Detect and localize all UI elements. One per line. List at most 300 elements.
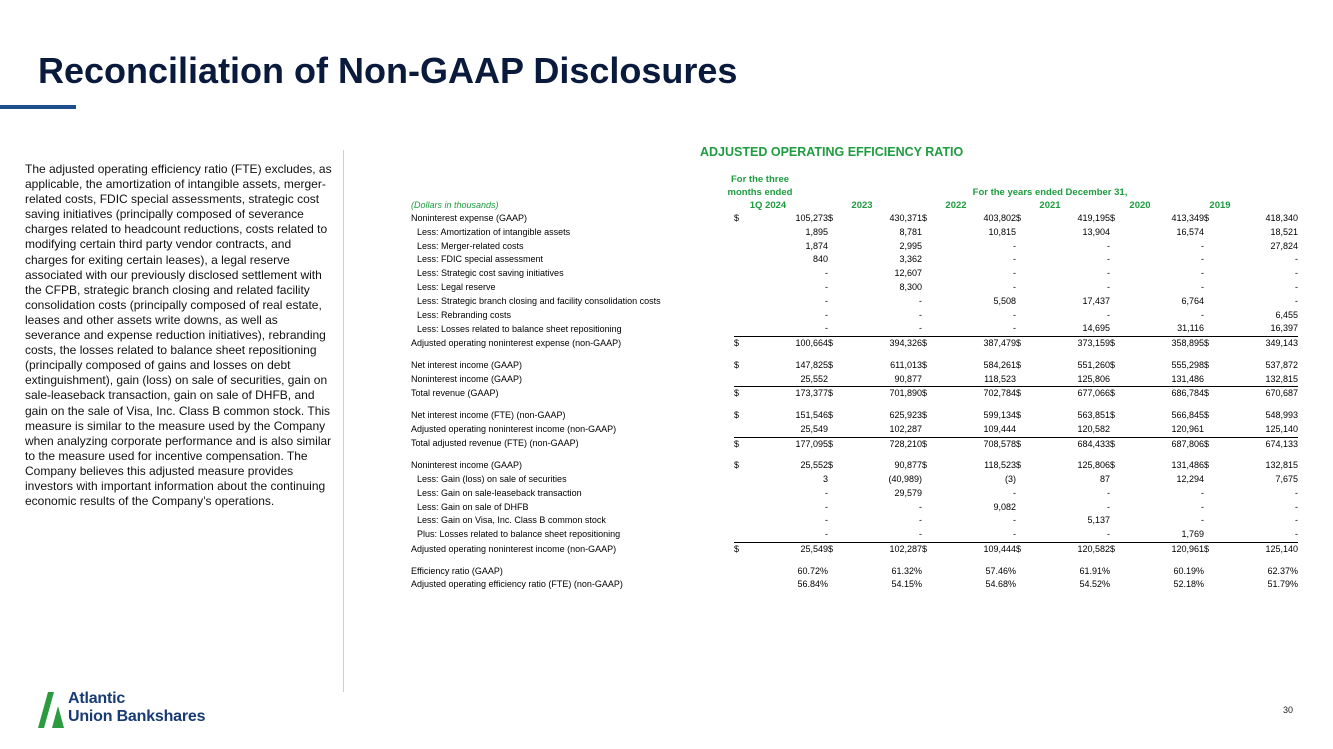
dollar-sign [1016, 487, 1030, 501]
cell-value: 90,877 [894, 460, 922, 471]
cell-value: - [825, 515, 828, 526]
dollar-sign [1204, 514, 1218, 528]
dollar-sign [1110, 423, 1124, 437]
page-title: Reconciliation of Non-GAAP Disclosures [38, 50, 738, 91]
dollar-sign [1016, 578, 1030, 592]
cell-value: - [1218, 528, 1298, 542]
cell-value: 54.52% [1079, 579, 1110, 590]
cell-value: 1,895 [805, 226, 828, 237]
cell-value: - [1201, 501, 1204, 512]
quarter-header-line-2: months ended [727, 187, 793, 198]
spacer-row [411, 401, 1298, 409]
row-label: Adjusted operating efficiency ratio (FTE) (non-GAAP) [411, 579, 623, 590]
cell-value: 18,521 [1270, 226, 1298, 237]
cell-value: 555,298 [1171, 359, 1204, 370]
dollar-sign: $ [1016, 542, 1030, 556]
dollar-sign [1110, 473, 1124, 487]
cell-value: 537,872 [1265, 359, 1298, 370]
dollar-sign [1016, 226, 1030, 240]
cell-value: 29,579 [894, 487, 922, 498]
column-header-2021: 2021 [1039, 200, 1061, 211]
dollar-sign: $ [734, 437, 748, 451]
cell-value: - [1201, 309, 1204, 320]
row-label: Less: Strategic branch closing and facility consolidation costs [417, 295, 661, 306]
spacer-row [411, 351, 1298, 359]
dollar-sign: $ [828, 387, 842, 401]
cell-value: 57.46% [985, 565, 1016, 576]
dollar-sign: $ [1016, 359, 1022, 370]
dollar-sign: $ [1016, 437, 1030, 451]
row-label: Less: Losses related to balance sheet repositioning [417, 323, 622, 334]
cell-value: 12,294 [1176, 473, 1204, 484]
cell-value: 418,340 [1265, 213, 1298, 223]
cell-value: 14,695 [1030, 322, 1110, 336]
cell-value: 358,895 [1124, 337, 1204, 351]
table-row [411, 212, 1298, 226]
dollar-sign [1016, 253, 1030, 267]
dollar-sign [1016, 309, 1030, 323]
dollar-sign: $ [1110, 437, 1124, 451]
dollar-sign [1110, 373, 1124, 387]
cell-value: 105,273 [795, 213, 828, 223]
row-label: Plus: Losses related to balance sheet repositioning [417, 529, 621, 540]
cell-value: - [1107, 268, 1110, 279]
cell-value: 708,578 [936, 437, 1016, 451]
dollar-sign [734, 267, 748, 281]
title-underline [0, 105, 76, 109]
column-header-2019: 2019 [1209, 200, 1231, 211]
vertical-divider [343, 150, 344, 692]
dollar-sign: $ [1204, 437, 1218, 451]
cell-value: - [919, 309, 922, 320]
dollar-sign [1016, 267, 1030, 281]
cell-value: - [842, 528, 922, 542]
spacer-row [411, 451, 1298, 459]
cell-value: 60.72% [797, 565, 828, 576]
row-label: Noninterest income (GAAP) [411, 460, 523, 471]
dollar-sign: $ [734, 460, 740, 471]
dollar-sign: $ [922, 460, 928, 471]
dollar-sign: $ [1110, 542, 1124, 556]
dollar-sign [922, 267, 936, 281]
row-label: Adjusted operating noninterest income (non-GAAP) [411, 543, 617, 554]
cell-value: 100,664 [748, 337, 828, 351]
dollar-sign [734, 514, 748, 528]
dollar-sign [1204, 322, 1218, 336]
cell-value: 56.84% [797, 579, 828, 590]
cell-value: 728,210 [842, 437, 922, 451]
table-row [411, 267, 1298, 281]
cell-value: - [1013, 487, 1016, 498]
dollar-sign [922, 322, 936, 336]
dollar-sign [734, 501, 748, 515]
cell-value: 12,607 [894, 268, 922, 279]
dollar-sign [828, 514, 842, 528]
dollar-sign [1204, 528, 1218, 542]
table-row [411, 565, 1298, 579]
dollar-sign: $ [734, 337, 748, 351]
cell-value: 131,486 [1171, 460, 1204, 471]
dollar-sign: $ [1110, 387, 1124, 401]
row-label: Adjusted operating noninterest income (non-GAAP) [411, 424, 617, 434]
cell-value: - [1107, 254, 1110, 265]
cell-value: 2,995 [899, 240, 922, 251]
cell-value: 419,195 [1077, 213, 1110, 223]
cell-value: 413,349 [1171, 213, 1204, 223]
cell-value: - [936, 322, 1016, 336]
dollar-sign [1110, 253, 1124, 267]
dollar-sign: $ [734, 359, 740, 370]
cell-value: 25,552 [800, 460, 828, 471]
cell-value: 9,082 [993, 501, 1016, 512]
cell-value: - [919, 515, 922, 526]
cell-value: 90,877 [842, 373, 922, 387]
dollar-sign: $ [1016, 337, 1030, 351]
cell-value: 10,815 [988, 226, 1016, 237]
cell-value: - [1107, 240, 1110, 251]
cell-value: 1,874 [805, 240, 828, 251]
table-row [411, 226, 1298, 240]
cell-value: 54.15% [891, 579, 922, 590]
table-row [411, 528, 1298, 542]
dollar-sign: $ [1016, 213, 1022, 223]
table-row [411, 473, 1298, 487]
dollar-sign [828, 473, 842, 487]
dollar-sign [1016, 240, 1030, 254]
cell-value: - [825, 281, 828, 292]
cell-value: - [825, 487, 828, 498]
dollar-sign: $ [1204, 387, 1218, 401]
row-label: Less: Gain on Visa, Inc. Class B common stock [417, 515, 606, 526]
dollar-sign [734, 253, 748, 267]
logo-text-union-bankshares: Union Bankshares [68, 708, 206, 725]
dollar-sign: $ [734, 387, 748, 401]
dollar-sign [922, 565, 936, 579]
column-header-2022: 2022 [945, 200, 967, 211]
table-row [411, 578, 1298, 592]
dollar-sign [828, 501, 842, 515]
row-label: Total adjusted revenue (FTE) (non-GAAP) [411, 438, 579, 449]
row-label: Less: Gain (loss) on sale of securities [417, 473, 567, 484]
dollar-sign [1204, 267, 1218, 281]
row-label: Efficiency ratio (GAAP) [411, 565, 503, 576]
dollar-sign: $ [1204, 460, 1210, 471]
dollar-sign [1110, 322, 1124, 336]
dollar-sign [1016, 514, 1030, 528]
years-header: For the years ended December 31, [972, 187, 1128, 198]
table-row [411, 459, 1298, 473]
dollar-sign [734, 240, 748, 254]
cell-value: - [1013, 254, 1016, 265]
cell-value: - [1295, 268, 1298, 279]
dollar-sign [734, 578, 748, 592]
cell-value: 25,549 [748, 542, 828, 556]
dollar-sign: $ [1110, 337, 1124, 351]
cell-value: - [1013, 240, 1016, 251]
dollar-sign: $ [1110, 409, 1116, 420]
cell-value: 3,362 [899, 254, 922, 265]
cell-value: 31,116 [1124, 322, 1204, 336]
cell-value: 125,140 [1218, 423, 1298, 437]
cell-value: - [1201, 487, 1204, 498]
dollar-sign [828, 295, 842, 309]
cell-value: 177,095 [748, 437, 828, 451]
cell-value: 551,260 [1077, 359, 1110, 370]
cell-value: 584,261 [983, 359, 1016, 370]
cell-value: 120,961 [1124, 423, 1204, 437]
table-row [411, 322, 1298, 336]
cell-value: - [842, 322, 922, 336]
cell-value: 677,066 [1030, 387, 1110, 401]
dollar-sign: $ [1110, 460, 1116, 471]
cell-value: 5,137 [1087, 515, 1110, 526]
cell-value: 118,523 [984, 460, 1016, 471]
cell-value: 60.19% [1173, 565, 1204, 576]
table-row [411, 309, 1298, 323]
row-label: Less: Legal reserve [417, 281, 496, 292]
dollar-sign [1110, 226, 1124, 240]
cell-value: 125,806 [1030, 373, 1110, 387]
cell-value: - [1030, 528, 1110, 542]
table-row [411, 240, 1298, 254]
table-row [411, 359, 1298, 373]
dollar-sign [734, 281, 748, 295]
dollar-sign: $ [734, 213, 740, 223]
table-row [411, 295, 1298, 309]
dollar-sign [1016, 423, 1030, 437]
cell-value: 173,377 [748, 387, 828, 401]
cell-value: 8,300 [899, 281, 922, 292]
dollar-sign: $ [828, 337, 842, 351]
dollar-sign [1016, 565, 1030, 579]
cell-value: 61.91% [1079, 565, 1110, 576]
table-row [411, 423, 1298, 437]
cell-value: 674,133 [1218, 437, 1298, 451]
cell-value: (3) [1005, 473, 1016, 484]
cell-value: 102,287 [842, 542, 922, 556]
cell-value: 125,806 [1077, 460, 1110, 471]
cell-value: 387,479 [936, 337, 1016, 351]
dollar-sign [1204, 373, 1218, 387]
cell-value: 132,815 [1265, 460, 1298, 471]
cell-value: 25,549 [748, 423, 828, 437]
cell-value: 5,508 [993, 295, 1016, 306]
cell-value: - [1013, 268, 1016, 279]
cell-value: - [748, 528, 828, 542]
dollar-sign [1016, 295, 1030, 309]
row-label: Net interest income (FTE) (non-GAAP) [411, 409, 566, 420]
cell-value: - [919, 501, 922, 512]
table-row [411, 487, 1298, 501]
cell-value: 701,890 [842, 387, 922, 401]
dollar-sign: $ [1204, 359, 1210, 370]
dollar-sign [1016, 473, 1030, 487]
dollar-sign [828, 240, 842, 254]
dollar-sign [1110, 267, 1124, 281]
table-row [411, 437, 1298, 451]
row-label: Total revenue (GAAP) [411, 388, 499, 399]
cell-value: 109,444 [936, 423, 1016, 437]
cell-value: 625,923 [889, 409, 922, 420]
cell-value: 3 [822, 473, 828, 484]
cell-value: - [1295, 254, 1298, 265]
cell-value: (40,989) [888, 473, 922, 484]
dollar-sign [922, 578, 936, 592]
cell-value: - [919, 295, 922, 306]
dollar-sign [922, 281, 936, 295]
table-row [411, 281, 1298, 295]
column-header-2023: 2023 [851, 200, 873, 211]
dollar-sign [1016, 281, 1030, 295]
cell-value: - [1013, 309, 1016, 320]
cell-value: 109,444 [936, 542, 1016, 556]
row-label: Less: Gain on sale-leaseback transaction [417, 487, 582, 498]
cell-value: - [825, 295, 828, 306]
cell-value: 61.32% [891, 565, 922, 576]
dollar-sign [1016, 501, 1030, 515]
table-row [411, 373, 1298, 387]
cell-value: - [748, 322, 828, 336]
dollar-sign [1204, 423, 1218, 437]
row-label: Noninterest expense (GAAP) [411, 213, 528, 223]
table-row [411, 387, 1298, 401]
dollar-sign [922, 423, 936, 437]
cell-value: - [1107, 487, 1110, 498]
dollar-sign: $ [1016, 460, 1022, 471]
dollar-sign [922, 226, 936, 240]
cell-value: 430,371 [889, 213, 922, 223]
dollar-sign [828, 281, 842, 295]
dollar-sign [734, 473, 748, 487]
cell-value: 52.18% [1173, 579, 1204, 590]
cell-value: - [1201, 254, 1204, 265]
cell-value: - [1295, 501, 1298, 512]
dollar-sign [1204, 487, 1218, 501]
dollar-sign [1110, 514, 1124, 528]
cell-value: - [1295, 487, 1298, 498]
dollar-sign [828, 267, 842, 281]
table-row [411, 253, 1298, 267]
row-label: Less: Merger-related costs [417, 240, 524, 251]
dollar-sign: $ [828, 542, 842, 556]
cell-value: - [1013, 515, 1016, 526]
dollar-sign: $ [828, 460, 834, 471]
dollar-sign: $ [1204, 337, 1218, 351]
dollar-sign [1204, 281, 1218, 295]
cell-value: - [1295, 515, 1298, 526]
cell-value: 17,437 [1082, 295, 1110, 306]
cell-value: 51.79% [1267, 579, 1298, 590]
row-label: Less: Gain on sale of DHFB [417, 501, 529, 512]
cell-value: 87 [1099, 473, 1110, 484]
dollar-sign: $ [828, 359, 834, 370]
cell-value: 8,781 [899, 226, 922, 237]
row-label: Net interest income (GAAP) [411, 359, 523, 370]
cell-value: - [1107, 309, 1110, 320]
dollar-sign [922, 487, 936, 501]
cell-value: 349,143 [1218, 337, 1298, 351]
table-title: ADJUSTED OPERATING EFFICIENCY RATIO [700, 145, 964, 159]
dollar-sign: $ [922, 337, 936, 351]
cell-value: - [825, 309, 828, 320]
dollar-sign [734, 226, 748, 240]
cell-value: 54.68% [985, 579, 1016, 590]
logo-text-atlantic: Atlantic [68, 690, 126, 707]
cell-value: 687,806 [1124, 437, 1204, 451]
dollar-sign: $ [1110, 359, 1116, 370]
cell-value: - [1201, 281, 1204, 292]
efficiency-ratio-table [411, 212, 1298, 592]
cell-value: - [825, 501, 828, 512]
spacer-row [411, 557, 1298, 565]
cell-value: 147,825 [795, 359, 828, 370]
dollar-sign: $ [922, 359, 928, 370]
dollar-sign [1016, 322, 1030, 336]
dollar-sign [1204, 565, 1218, 579]
cell-value: 125,140 [1218, 542, 1298, 556]
cell-value: 403,802 [983, 213, 1016, 223]
dollar-sign [828, 423, 842, 437]
dollar-sign [828, 373, 842, 387]
cell-value: 27,824 [1270, 240, 1298, 251]
dollar-sign [828, 578, 842, 592]
dollar-sign: $ [734, 542, 748, 556]
cell-value: 62.37% [1267, 565, 1298, 576]
cell-value: 611,013 [890, 359, 922, 370]
row-label: Less: FDIC special assessment [417, 254, 544, 265]
cell-value: 1,769 [1124, 528, 1204, 542]
cell-value: - [1295, 281, 1298, 292]
dollar-sign [1110, 309, 1124, 323]
row-label: Adjusted operating noninterest expense (non-GAAP) [411, 337, 622, 348]
dollar-sign [1204, 501, 1218, 515]
units-label: (Dollars in thousands) [411, 200, 499, 210]
cell-value: - [1013, 281, 1016, 292]
cell-value: 840 [812, 254, 828, 265]
dollar-sign [922, 528, 936, 542]
cell-value: 131,486 [1124, 373, 1204, 387]
dollar-sign: $ [1204, 213, 1210, 223]
cell-value: 16,574 [1176, 226, 1204, 237]
dollar-sign: $ [828, 409, 834, 420]
dollar-sign [734, 565, 748, 579]
cell-value: 151,546 [795, 409, 828, 420]
dollar-sign [1110, 487, 1124, 501]
dollar-sign [1204, 295, 1218, 309]
cell-value: 132,815 [1218, 373, 1298, 387]
cell-value: 120,961 [1124, 542, 1204, 556]
table-row [411, 337, 1298, 351]
dollar-sign [922, 373, 936, 387]
dollar-sign [922, 473, 936, 487]
cell-value: - [825, 268, 828, 279]
dollar-sign [1110, 281, 1124, 295]
dollar-sign: $ [922, 542, 936, 556]
cell-value: 6,455 [1275, 309, 1298, 320]
cell-value: 686,784 [1124, 387, 1204, 401]
cell-value: - [1107, 501, 1110, 512]
dollar-sign [1016, 373, 1030, 387]
description-text: The adjusted operating efficiency ratio (FTE) excludes, as applicable, the amortization of intangible assets, merger-related costs, FDIC special assessments, strategic cost saving initiatives (principally composed of severance charges related to headcount reductions, costs related to modifying certain third party vendor contracts, and charges for exiting certain leases), a legal reserve associated with our previously disclosed settlement with the CFPB, strategic branch closing and related facility consolidation costs (principally composed of real estate, leases and other assets write downs, as well as severance and expense reduction initiatives), rebranding costs, the losses related to balance sheet repositioning (principally composed of gains and losses on debt extinguishment), gain (loss) on sale of securities, gain on sale-leaseback transaction, gain on sale of DHFB, and gain on the sale of Visa, Inc. Class B common stock. This measure is similar to the measure used by the Company when analyzing corporate performance and is also similar to the measure used for incentive compensation. The Company believes this adjusted measure provides investors with important information about the continuing economic results of the Company’s operations. [25, 162, 332, 509]
dollar-sign [734, 423, 748, 437]
dollar-sign: $ [1110, 213, 1116, 223]
row-label: Less: Strategic cost saving initiatives [417, 268, 564, 279]
dollar-sign [1204, 253, 1218, 267]
dollar-sign [1110, 501, 1124, 515]
column-header-1q-2024: 1Q 2024 [749, 200, 787, 211]
cell-value: - [1201, 268, 1204, 279]
dollar-sign [1110, 578, 1124, 592]
